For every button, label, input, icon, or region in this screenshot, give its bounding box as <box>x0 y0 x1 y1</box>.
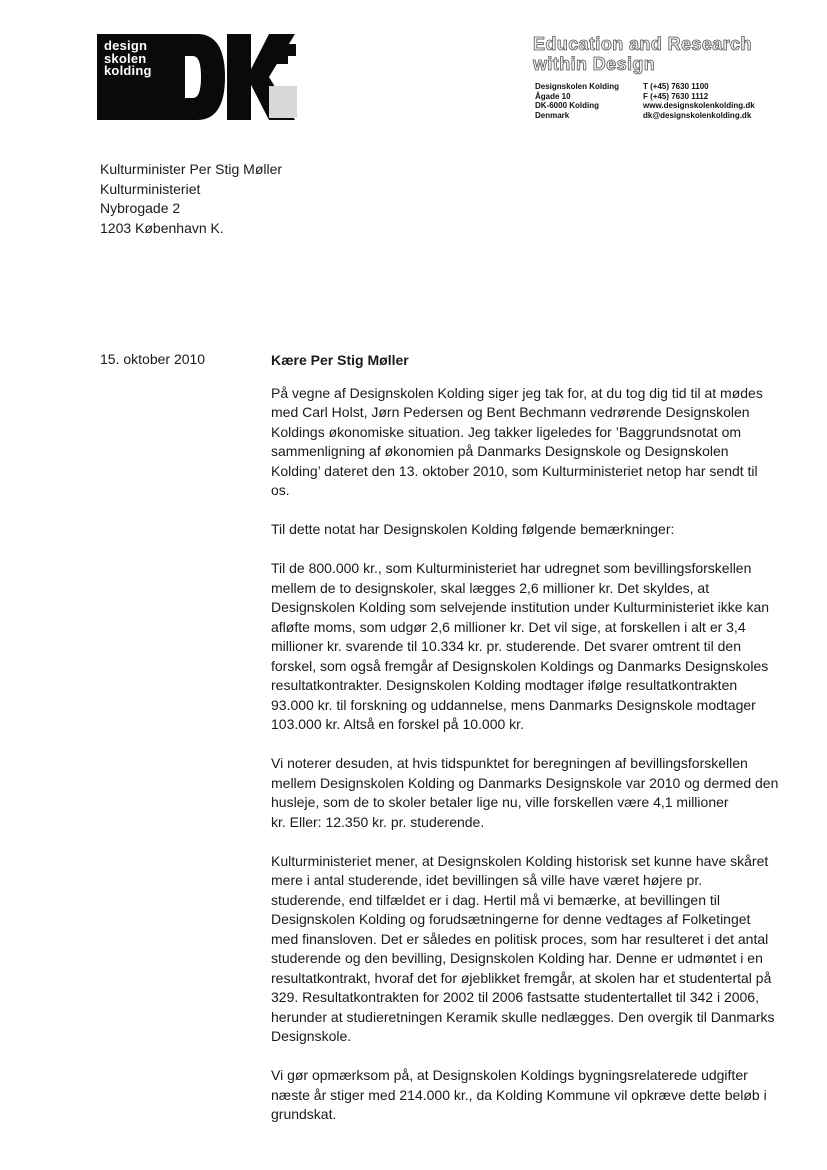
paragraph <box>271 754 779 832</box>
text-line: 93.000 kr. til forskning og uddannelse, mens Danmarks Designskole modtager <box>271 696 756 713</box>
text-line: 329. Resultatkontrakten for 2002 til 2006 fastsatte studentertallet til 342 i 2006, <box>271 989 759 1005</box>
tagline-line: within Design <box>533 54 656 74</box>
text-line: 103.000 kr. Altså en forskel på 10.000 kr. <box>271 716 524 732</box>
text-line: resultatkontrakter. Designskolen Kolding modtager ifølge resultatkontrakten <box>271 677 738 693</box>
logo-line: kolding <box>104 63 152 78</box>
salutation: Kære Per Stig Møller <box>271 352 409 368</box>
logo-wordmark <box>104 40 152 78</box>
text-line: næste år stiger med 214.000 kr., da Kolding Kommune vil opkræve dette beløb i <box>271 1086 767 1103</box>
text-line: sammenligning af økonomien på Danmarks Designskole og Designskolen <box>271 443 729 459</box>
tagline-line: Education and Research <box>533 34 752 54</box>
text-line: mellem Designskolen Kolding og Danmarks Designskole var 2010 og dermed den <box>271 774 779 791</box>
text-line: kr. Eller: 12.350 kr. pr. studerende. <box>271 813 485 830</box>
recipient-line: 1203 København K. <box>100 219 224 236</box>
text-line: med finansloven. Det er således en politisk proces, som har resulteret i det antal <box>271 930 769 947</box>
text-line: resultatkontrakt, hvoraf det for øjeblikket fremgår, at skolen har et studentertal på <box>271 969 772 986</box>
text-line: herunder at studieretningen Keramik skulle nedlægges. Den overgik til Danmarks <box>271 1008 775 1025</box>
letter-body <box>271 351 779 1144</box>
text-line: Vi noterer desuden, at hvis tidspunktet for beregningen af bevillingsforskellen <box>271 755 748 771</box>
address-line: Ågade 10 <box>535 91 571 101</box>
contact-details <box>643 82 755 120</box>
text-line: Designskolen Kolding og forudsætningerne for denne vedtages af Folketinget <box>271 911 751 927</box>
fax: F (+45) 7630 1112 <box>643 91 709 101</box>
text-line: studerende, end tilfældet er i dag. Hertil må vi bemærke, at bevillingen til <box>271 891 720 908</box>
text-line: Til dette notat har Designskolen Kolding følgende bemærkninger: <box>271 521 675 537</box>
address-line: Designskolen Kolding <box>535 82 620 91</box>
recipient-line: Nybrogade 2 <box>100 200 181 216</box>
recipient-address <box>100 160 282 238</box>
email-link[interactable]: dk@designskolenkolding.dk <box>643 110 752 120</box>
recipient-line: Kulturministeriet <box>100 180 201 197</box>
paragraph <box>271 384 771 501</box>
text-line: afløfte moms, som udgør 2,6 millioner kr. Det vil sige, at forskellen i alt er 3,4 <box>271 618 746 635</box>
tagline <box>533 34 752 74</box>
text-line: husleje, som de to skoler betaler lige nu, ville forskellen være 4,1 millioner <box>271 794 729 810</box>
paragraph <box>271 520 771 540</box>
logo-line: skolen <box>104 50 147 66</box>
text-line: Vi gør opmærksom på, at Designskolen Koldings bygningsrelaterede udgifter <box>271 1067 748 1083</box>
text-line: mere i antal studerende, idet bevillingen så ville have været højere pr. <box>271 872 703 888</box>
recipient-line: Kulturminister Per Stig Møller <box>100 161 283 177</box>
phone: T (+45) 7630 1100 <box>643 82 709 91</box>
paragraph <box>271 559 771 735</box>
text-line: millioner kr. svarende til 10.334 kr. pr. studerende. Det svarer omtrent til den <box>271 638 742 654</box>
text-line: Designskole. <box>271 1028 352 1044</box>
website-link[interactable]: www.designskolenkolding.dk <box>643 101 755 110</box>
address-line: Denmark <box>535 110 570 120</box>
logo-line: design <box>104 38 148 53</box>
letter-date: 15. oktober 2010 <box>100 351 206 367</box>
text-line: Kulturministeriet mener, at Designskolen Kolding historisk set kunne have skåret <box>271 852 769 869</box>
text-line: forskel, som også fremgår af Designskolen Koldings og Danmarks Designskoles <box>271 657 769 674</box>
text-line: Til de 800.000 kr., som Kulturministeriet har udregnet som bevillingsforskellen <box>271 560 752 576</box>
text-line: Designskolen Kolding som selvejende institution under Kulturministeriet ikke kan <box>271 599 770 615</box>
text-line: Kolding’ dateret den 13. oktober 2010, som Kulturministeriet netop har sendt til <box>271 462 758 479</box>
text-line: På vegne af Designskolen Kolding siger jeg tak for, at du tog dig tid til at mødes <box>271 384 763 401</box>
text-line: med Carl Holst, Jørn Pedersen og Bent Bechmann vedrørende Designskolen <box>271 404 750 420</box>
text-line: mellem de to designskoler, skal lægges 2,6 millioner kr. Det skyldes, at <box>271 579 710 596</box>
text-line: studerende og den bevilling, Designskolen Kolding har. Denne er udmøntet i en <box>271 950 763 966</box>
address-line: DK-6000 Kolding <box>535 101 600 110</box>
contact-address <box>535 82 619 120</box>
text-line: grundskat. <box>271 1106 337 1122</box>
text-line: Koldings økonomiske situation. Jeg takker ligeledes for ’Baggrundsnotat om <box>271 423 742 440</box>
paragraph <box>271 1066 771 1125</box>
paragraph <box>271 852 775 1047</box>
text-line: os. <box>271 482 290 498</box>
